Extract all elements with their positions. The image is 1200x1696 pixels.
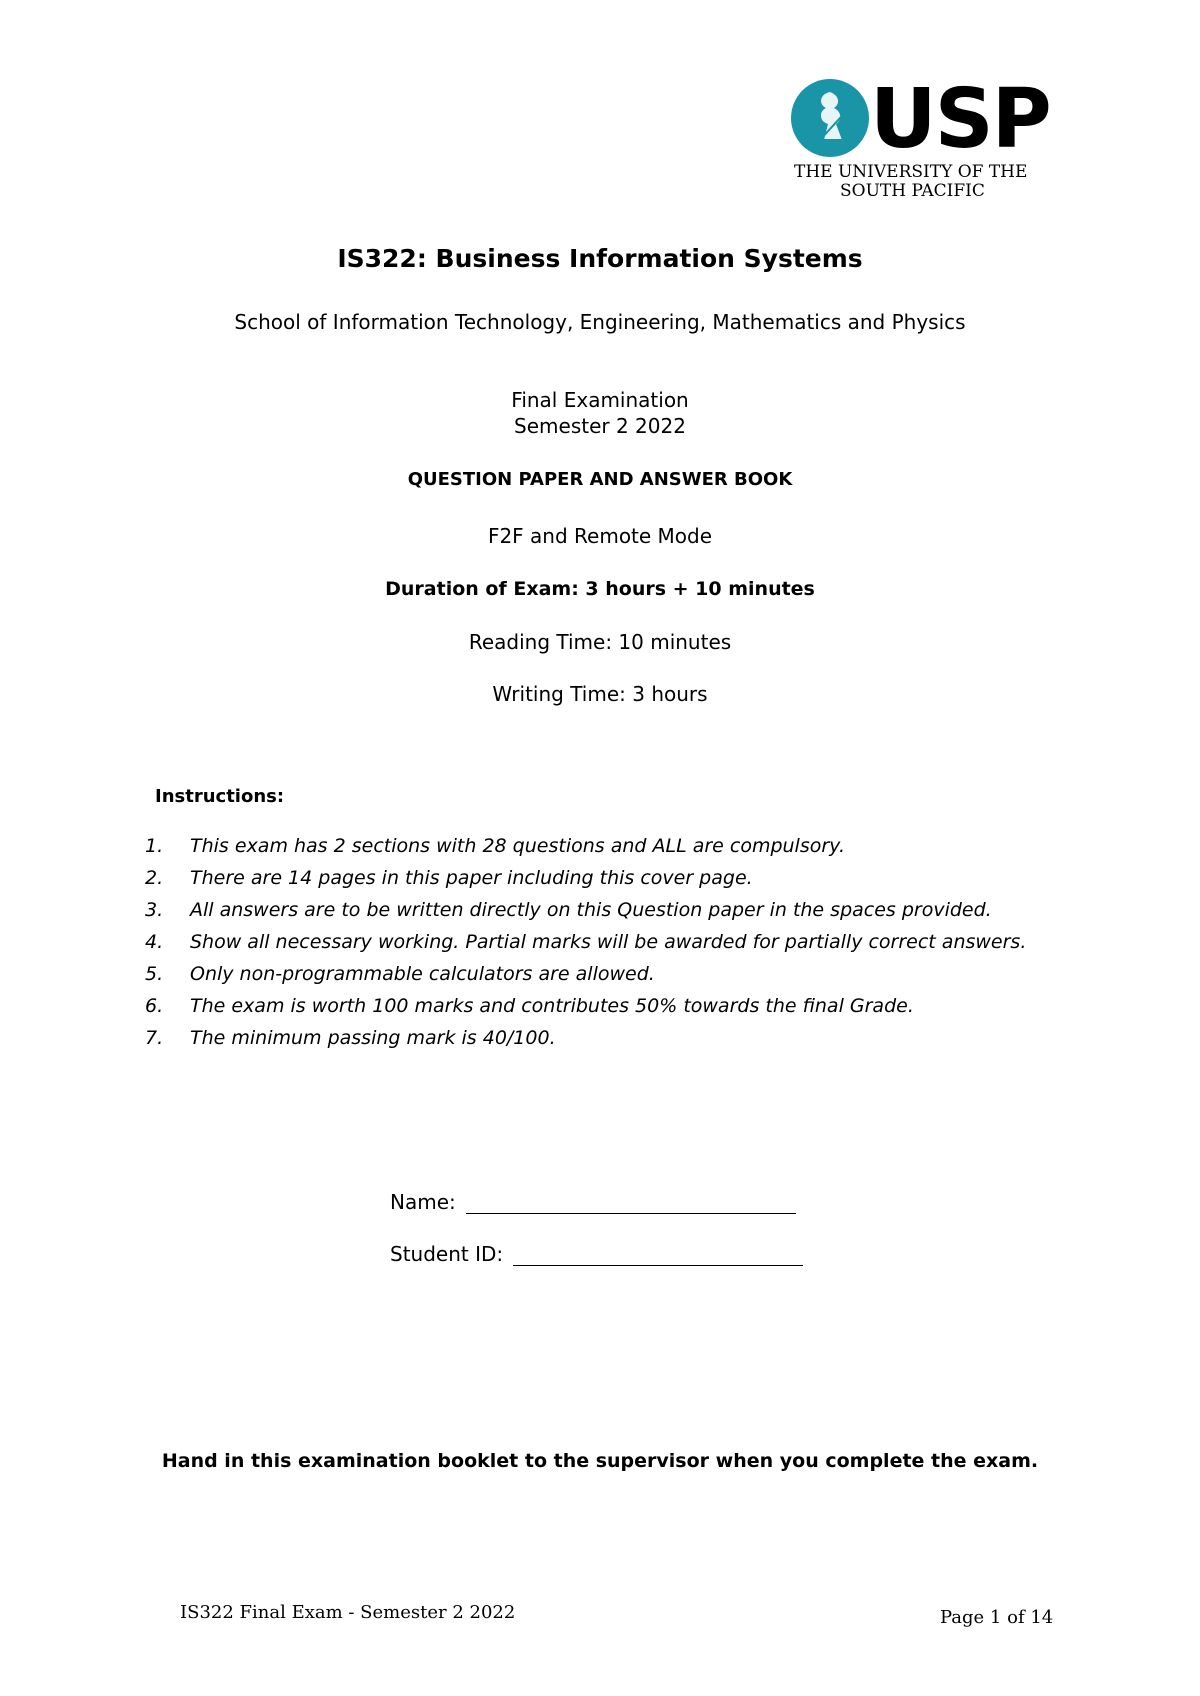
university-logo — [790, 72, 1065, 203]
school-name: School of Information Technology, Engineering, Mathematics and Physics — [234, 310, 966, 334]
logo-wordmark: USP — [870, 72, 1050, 167]
exam-type: Final Examination — [511, 388, 689, 412]
name-field-row — [390, 1190, 796, 1214]
paper-type: QUESTION PAPER AND ANSWER BOOK — [407, 469, 793, 490]
instructions-heading: Instructions: — [155, 786, 285, 807]
instruction-text: Show all necessary working. Partial marks will be awarded for partially correct answers. — [190, 931, 1027, 953]
instruction-text: The minimum passing mark is 40/100. — [190, 1027, 556, 1049]
exam-mode: F2F and Remote Mode — [487, 524, 713, 548]
footer-exam-label: IS322 Final Exam - Semester 2 2022 — [180, 1602, 516, 1623]
instruction-number: 3. — [145, 899, 164, 921]
instruction-item — [145, 830, 1105, 862]
instruction-number: 5. — [145, 963, 164, 985]
instruction-text: Only non-programmable calculators are allowed. — [190, 963, 655, 985]
usp-emblem-icon — [790, 78, 870, 158]
instruction-item — [145, 990, 1105, 1022]
instruction-item — [145, 862, 1105, 894]
instruction-number: 6. — [145, 995, 164, 1017]
reading-time: Reading Time: 10 minutes — [468, 630, 732, 654]
writing-time: Writing Time: 3 hours — [492, 682, 708, 706]
instruction-item — [145, 894, 1105, 926]
exam-duration: Duration of Exam: 3 hours + 10 minutes — [385, 578, 815, 600]
instruction-number: 4. — [145, 931, 164, 953]
instruction-text: All answers are to be written directly on this Question paper in the spaces provided. — [190, 899, 992, 921]
logo-line-2: SOUTH PACIFIC — [840, 181, 985, 201]
semester: Semester 2 2022 — [514, 414, 686, 438]
instruction-text: This exam has 2 sections with 28 questions and ALL are compulsory. — [190, 835, 845, 857]
student-id-field-row — [390, 1242, 803, 1266]
instruction-item — [145, 1022, 1105, 1054]
instruction-number: 2. — [145, 867, 164, 889]
name-label: Name: — [390, 1190, 456, 1214]
instruction-item — [145, 926, 1105, 958]
student-id-label: Student ID: — [390, 1242, 504, 1266]
logo-line-1: THE UNIVERSITY OF THE — [794, 162, 1028, 182]
instruction-number: 7. — [145, 1027, 164, 1049]
page-number: Page 1 of 14 — [940, 1607, 1054, 1628]
instructions-list — [145, 830, 1105, 1054]
instruction-item — [145, 958, 1105, 990]
course-title: IS322: Business Information Systems — [337, 244, 863, 273]
student-id-field[interactable] — [513, 1245, 803, 1266]
instruction-text: The exam is worth 100 marks and contributes 50% towards the final Grade. — [190, 995, 914, 1017]
instruction-text: There are 14 pages in this paper including this cover page. — [190, 867, 753, 889]
name-field[interactable] — [466, 1193, 796, 1214]
instruction-number: 1. — [145, 835, 164, 857]
handin-note: Hand in this examination booklet to the supervisor when you complete the exam. — [161, 1450, 1039, 1472]
